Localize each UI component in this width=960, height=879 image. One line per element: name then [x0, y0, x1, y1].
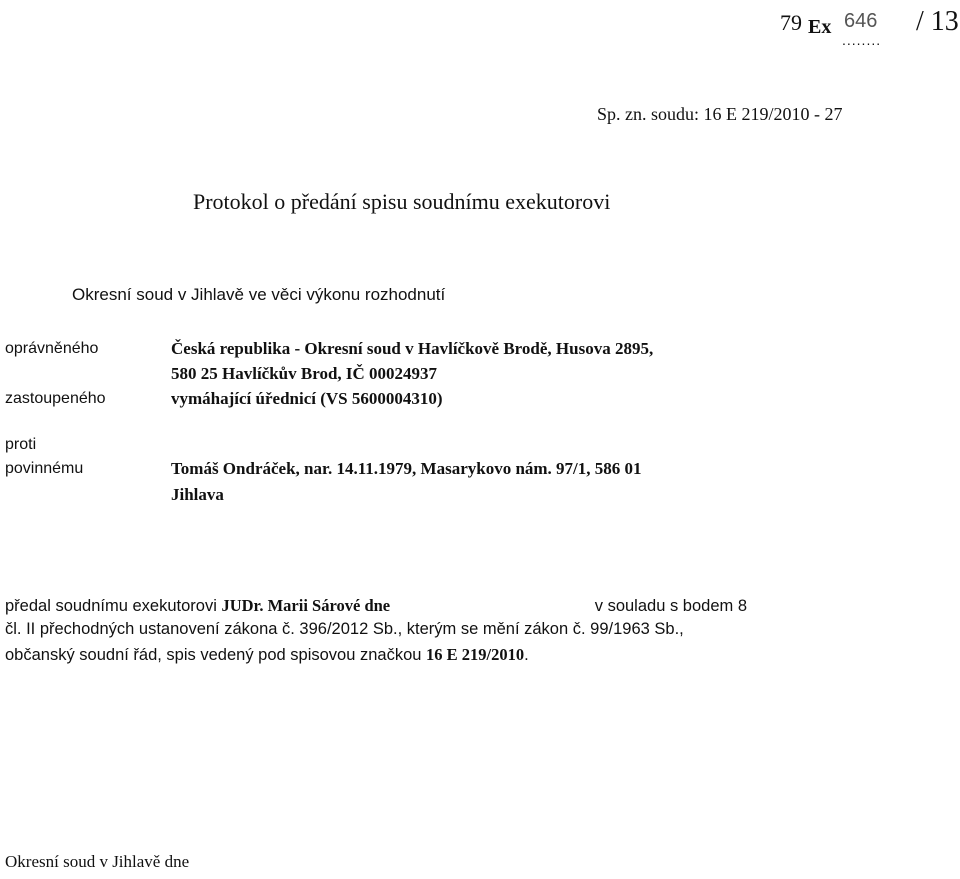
stamp-ex-label: Ex — [808, 16, 832, 38]
represented-value: vymáhající úřednicí (VS 5600004310) — [171, 389, 443, 408]
executor-name: JUDr. Marii Sárové dne — [221, 596, 391, 615]
represented-label: zastoupeného — [5, 390, 106, 407]
body-line-2: čl. II přechodných ustanovení zákona č. 396/2012 Sb., kterým se mění zákon č. 99/1963 Sb., — [5, 620, 684, 638]
against-label: proti — [5, 436, 37, 453]
document-title: Protokol o předání spisu soudnímu exekutorovi — [193, 189, 611, 214]
stamp-suffix: / 13 — [916, 6, 959, 37]
footer-court-date: Okresní soud v Jihlavě dne — [5, 852, 190, 871]
body-line-1-start: předal soudnímu exekutorovi — [5, 597, 217, 615]
stamp-handwritten-mark: 79 — [780, 10, 802, 35]
body-line-3-end: . — [524, 646, 529, 664]
obliged-name-line2: Jihlava — [171, 485, 224, 504]
body-line-1 — [5, 596, 747, 616]
intro-text: Okresní soud v Jihlavě ve věci výkonu rozhodnutí — [72, 285, 446, 304]
obliged-label: povinnému — [5, 460, 84, 477]
stamp-number: 646 — [844, 10, 878, 32]
obliged-name-line1: Tomáš Ondráček, nar. 14.11.1979, Masarykovo nám. 97/1, 586 01 — [171, 459, 642, 478]
entitled-label: oprávněného — [5, 340, 99, 357]
case-number: Sp. zn. soudu: 16 E 219/2010 - 27 — [597, 104, 843, 124]
body-line-3 — [5, 645, 529, 665]
entitled-name-line1: Česká republika - Okresní soud v Havlíčkově Brodě, Husova 2895, — [171, 339, 654, 358]
body-line-3-start: občanský soudní řád, spis vedený pod spisovou značkou — [5, 646, 422, 664]
entitled-name-line2: 580 25 Havlíčkův Brod, IČ 00024937 — [171, 364, 438, 383]
stamp-dots: ........ — [842, 32, 882, 48]
file-reference: 16 E 219/2010 — [426, 645, 525, 664]
body-line-1-end: v souladu s bodem 8 — [594, 597, 747, 615]
